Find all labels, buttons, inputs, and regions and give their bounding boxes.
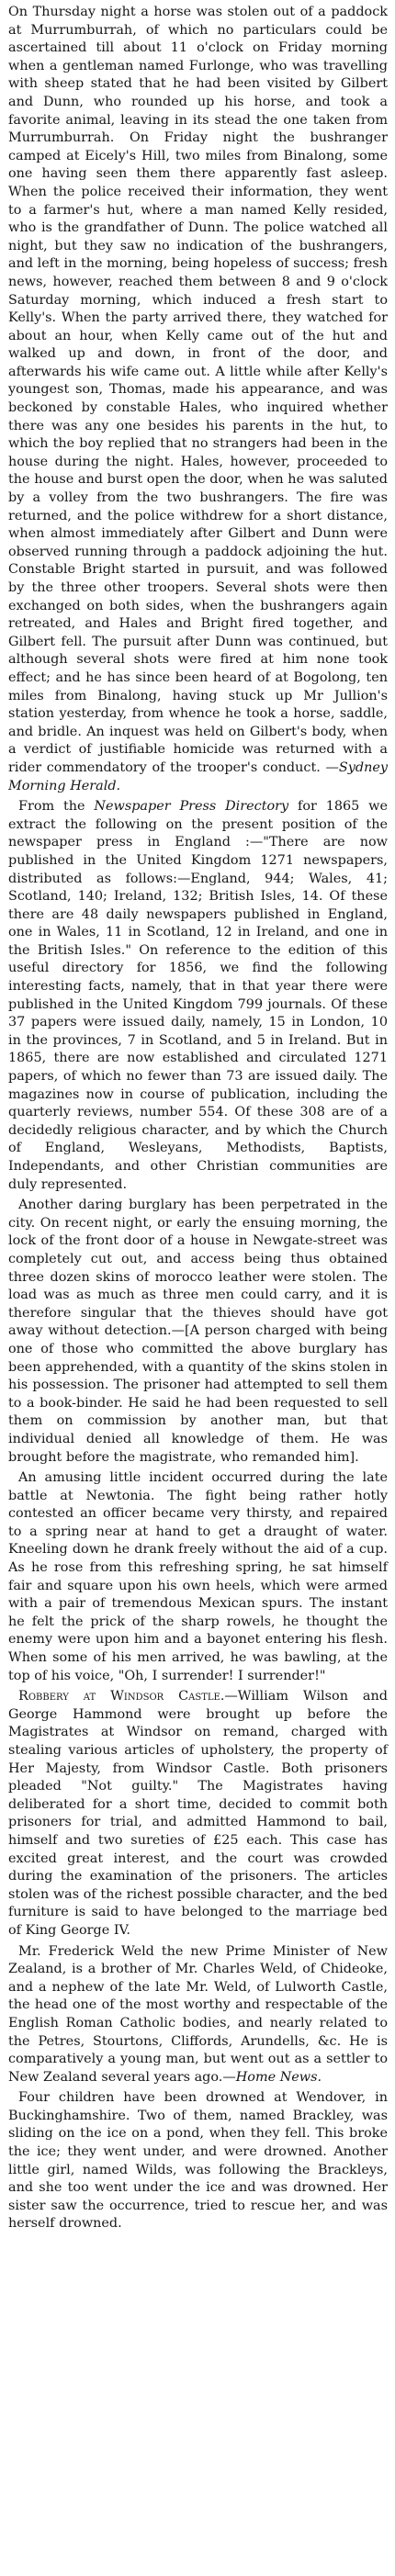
article-newspaper-press [8, 798, 388, 1194]
article-text: Mr. Frederick Weld the new Prime Minister of New Zealand, is a brother of Mr. Charles Weld, of Chideoke, and a nephew of the late Mr. Weld, of Lulworth Castle, the head one of the most worthy and respectable of the English Roman Catholic bodies, and nearly related to the Petres, Stourtons, Cliffords, Arundells, &c. He is comparatively a young man, but went out as a settler to New Zealand several years ago. [8, 1943, 388, 2085]
article-text: —William Wilson and George Hammond were brought up before the Magistrates at Windsor on remand, charged with stealing various articles of upholstery, the property of Her Majesty, from Windsor Castle. Both prisoners pleaded "Not guilty." The Magistrates having deliberated for a short time, decided to commit both prisoners for trial, and admitted Hammond to bail, himself and two sureties of £25 each. This case has excited great interest, and the court was crowded during the examination of the prisoners. The articles stolen was of the richest possible character, and the bed furniture is said to have belonged to the marriage bed of King George IV. [8, 1689, 388, 1938]
article-text: Another daring burglary has been perpetrated in the city. On recent night, or early the ensuing morning, the lock of the front door of a house in Newgate-street was completely cut out, and access being thus obtained three dozen skins of morocco leather were stolen. The load was as much as three men could carry, and it is therefore singular that the thieves should have got away without detection.—[A person charged with being one of those who committed the above burglary has been apprehended, with a quantity of the skins stolen in his possession. The prisoner had attempted to sell them to a book-binder. He said he had been requested to sell them on commission by another man, but that individual denied all knowledge of them. He was brought before the magistrate, who remanded him]. [8, 1198, 388, 1465]
article-heading: Robbery at Windsor Castle. [18, 1689, 225, 1704]
article-gilbert-shooting [8, 4, 388, 795]
article-frederick-weld [8, 1943, 388, 2087]
article-text: for 1865 we extract the following on the present position of the newspaper press in England :—"There are now published in the United Kingdom 1271 newspapers, distributed as follows:—England, 944; Wales, 41; Scotland, 140; Ireland, 132; British Isles, 14. Of these there are 48 daily newspapers published in England, one in Wales, 11 in Scotland, 12 in Ireland, and one in the British Isles." On reference to the edition of this useful directory for 1856, we find the following interesting facts, namely, that in that year there were published in the United Kingdom 799 journals. Of these 37 papers were issued daily, namely, 15 in London, 10 in the provinces, 7 in Scotland, and 5 in Ireland. But in 1865, there are now established and circulated 1271 papers, of which no fewer than 73 are issued daily. The magazines now in course of publication, including the quarterly reviews, number 554. Of these 308 are of a decidedly religious character, and by which the Church of England, Wesleyans, Methodists, Baptists, Independants, and other Christian communities are duly represented. [8, 799, 389, 1192]
publication-title: Newspaper Press Directory [94, 799, 289, 815]
article-wendover-drowning [8, 2089, 388, 2233]
source-credit: —Home News. [222, 2069, 322, 2085]
article-text: An amusing little incident occurred during the late battle at Newtonia. The fight being rather hotly contested an officer became very thirsty, and repaired to a spring near at hand to get a draught of water. Kneeling down he drank freely without the aid of a cup. As he rose from this refreshing spring, he sat himself fair and square upon his own heels, which were armed with a pair of tremendous Mexican spurs. The instant he felt the prick of the sharp rowels, he thought the enemy were upon him and a bayonet entering his flesh. When some of his men arrived, he was bawling, at the top of his voice, "Oh, I surrender! I surrender!" [8, 1470, 388, 1683]
article-text: On Thursday night a horse was stolen out of a paddock at Murrumburrah, of which no particulars could be ascertained till about 11 o'clock on Friday morning when a gentleman named Furlonge, who was travelling with sheep stated that he had been visited by Gilbert and Dunn, who rounded up his horse, and took a favorite animal, leaving in its stead the one taken from Murrumburrah. On Friday night the bushranger camped at Eicely's Hill, two miles from Binalong, some one having seen them there apparently fast asleep. When the police received their information, they went to a farmer's hut, where a man named Kelly resided, who is the grandfather of Dunn. The police watched all night, but they saw no indication of the bushrangers, and left in the morning, being hopeless of success; fresh news, however, reached them between 8 and 9 o'clock Saturday morning, which induced a fresh start to Kelly's. When the party arrived there, they watched for about an hour, when Kelly came out of the hut and walked up and down, in front of the door, and afterwards his wife came out. A little while after Kelly's youngest son, Thomas, made his appearance, and was beckoned by constable Hales, who inquired whether there was any one besides his parents in the hut, to which the boy replied that no strangers had been in the house during the night. Hales, however, proceeded to the house and burst open the door, when he was saluted by a volley from the two bushrangers. The fire was returned, and the police withdrew for a short distance, when almost immediately after Gilbert and Dunn were observed running through a paddock adjoining the hut. Constable Bright started in pursuit, and was followed by the three other troopers. Several shots were then exchanged on both sides, when the bushrangers again retreated, and Hales and Bright fired together, and Gilbert fell. The pursuit after Dunn was continued, but although several shots were fired at him none took effect; and he has since been heard of at Bogolong, ten miles from Binalong, having stuck up Mr Jullion's station yesterday, from whence he took a horse, saddle, and bridle. An inquest was held on Gilbert's body, when a verdict of justifiable homicide was returned with a rider commendatory of the trooper's conduct. [8, 5, 388, 775]
article-newtonia-incident [8, 1469, 388, 1685]
article-windsor-robbery [8, 1688, 388, 1940]
article-lead: From the [18, 799, 95, 815]
article-text: Four children have been drowned at Wendover, in Buckinghamshire. Two of them, named Brackley, was sliding on the ice on a pond, when they fell. This broke the ice; they went under, and were drowned. Another little girl, named Wilds, was following the Brackleys, and she too went under the ice and was drowned. Her sister saw the occurrence, tried to rescue her, and was herself drowned. [8, 2090, 388, 2232]
article-burglary [8, 1197, 388, 1467]
source-credit: —Sydney Morning Herald. [8, 759, 388, 793]
